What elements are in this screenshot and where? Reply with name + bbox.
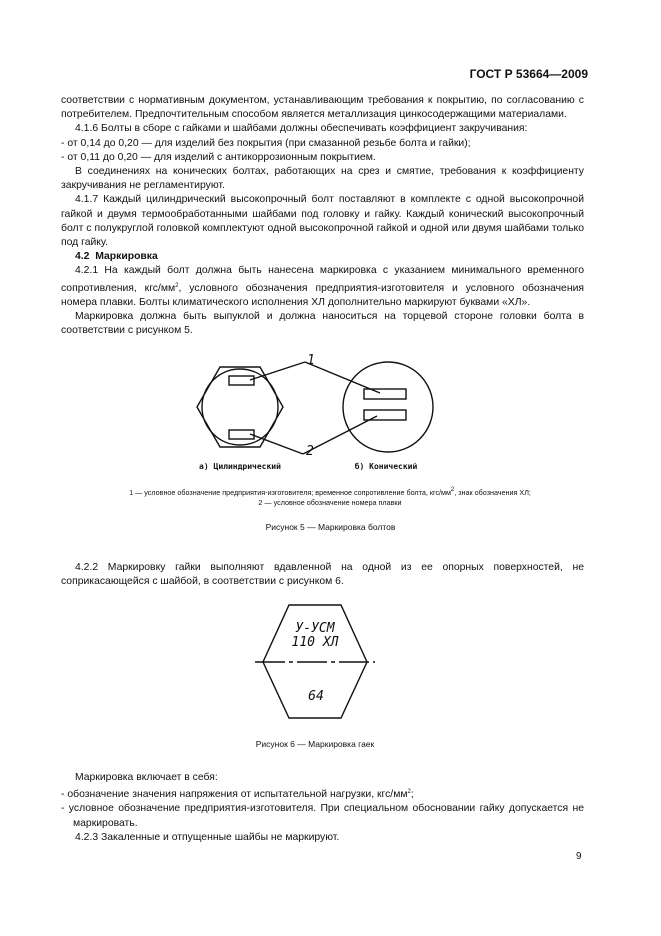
paragraph-4-1-6: 4.1.6 Болты в сборе с гайками и шайбами должны обеспечивать коэффициент закручивания: (75, 123, 528, 135)
figure-5-note-2: 2 — условное обозначение номера плавки (258, 498, 402, 507)
paragraph-4-2-3: 4.2.3 Закаленные и отпущенные шайбы не маркируют. (75, 831, 340, 843)
nut-mark-line3: 64 (308, 689, 324, 704)
paragraph-4-1-7: 4.1.7 Каждый цилиндрический высокопрочный болт поставляют в комплекте с одной высокопрочной гайкой и двумя термообработанными шайбами под головку и гайку. Каждый конический высокопрочный болт с полукруглой головкой комплектуют одной высокопрочной гайкой и одной или двумя шайбами только под гайку. (61, 194, 584, 249)
text-block-bottom (61, 771, 584, 845)
bullet-stress-b: ; (410, 789, 414, 801)
bullet-stress (61, 785, 584, 802)
paragraph-conical: В соединениях на конических болтах, работающих на срез и смятие, требования к коэффициенту закручивания не регламентируют. (61, 166, 584, 192)
paragraph-marking: Маркировка должна быть выпуклой и должна наноситься на торцевой стороне головки болта в соответствии с рисунком 5. (61, 311, 584, 337)
bullet-stress-a: - обозначение значения напряжения от испытательной нагрузки, кгс/мм (61, 789, 408, 801)
nut-mark-line2: 110 ХЛ (291, 635, 339, 650)
section-title: Маркировка (95, 251, 158, 263)
note1-text-a: 1 — условное обозначение предприятия-изготовителя; временное сопротивление болта, кгс/мм (129, 488, 451, 497)
label-conical: б) Конический (354, 462, 418, 471)
label-cylindrical: а) Цилиндрический (199, 462, 281, 471)
section-number: 4.2 (75, 251, 90, 263)
callout-1: 1 (307, 353, 315, 368)
bullet-uncoated: - от 0,14 до 0,20 — для изделий без покрытия (при смазанной резьбе болта и гайки); (61, 137, 471, 149)
figure-5-caption: Рисунок 5 — Маркировка болтов (265, 522, 396, 532)
paragraph-includes: Маркировка включает в себя: (75, 772, 218, 783)
callout-2: 2 (306, 444, 314, 459)
figure-6-caption: Рисунок 6 — Маркировка гаек (255, 739, 375, 749)
bullet-coated: - от 0,11 до 0,20 — для изделий с антикоррозионным покрытием. (61, 151, 376, 163)
note1-superscript: 2 (450, 487, 455, 493)
page-number: 9 (576, 851, 582, 862)
p421-text-a: 4.2.1 На каждый болт должна быть нанесена маркировка с указанием минимального временного сопротивления, кгс/мм (61, 265, 584, 294)
p421-text-b: , условного обозначения предприятия-изготовителя и условного обозначения номера плавки. Болты климатического исполнения ХЛ дополнительно маркируют буквами «ХЛ». (61, 282, 584, 308)
p421-superscript: 2 (175, 282, 179, 289)
paragraph-continuation: соответствии с нормативным документом, устанавливающим требования к покрытию, по согласованию с потребителем. Предпочтительным способом является металлизация цинкосодержащими материалами. (61, 95, 584, 121)
bullet-manufacturer: - условное обозначение предприятия-изготовителя. При специальном обосновании гайку допускается не маркировать. (61, 803, 584, 829)
document-header: ГОСТ Р 53664—2009 (469, 67, 588, 81)
note1-text-b: , знак обозначения ХЛ; (454, 488, 531, 497)
paragraph-4-2-2: 4.2.2 Маркировку гайки выполняют вдавленной на одной из ее опорных поверхностей, не соприкасающейся с шайбой, в соответствии с рисунком 6. (61, 562, 584, 588)
nut-mark-line1: У-УСМ (295, 621, 335, 636)
bullet-stress-superscript: 2 (407, 789, 411, 796)
